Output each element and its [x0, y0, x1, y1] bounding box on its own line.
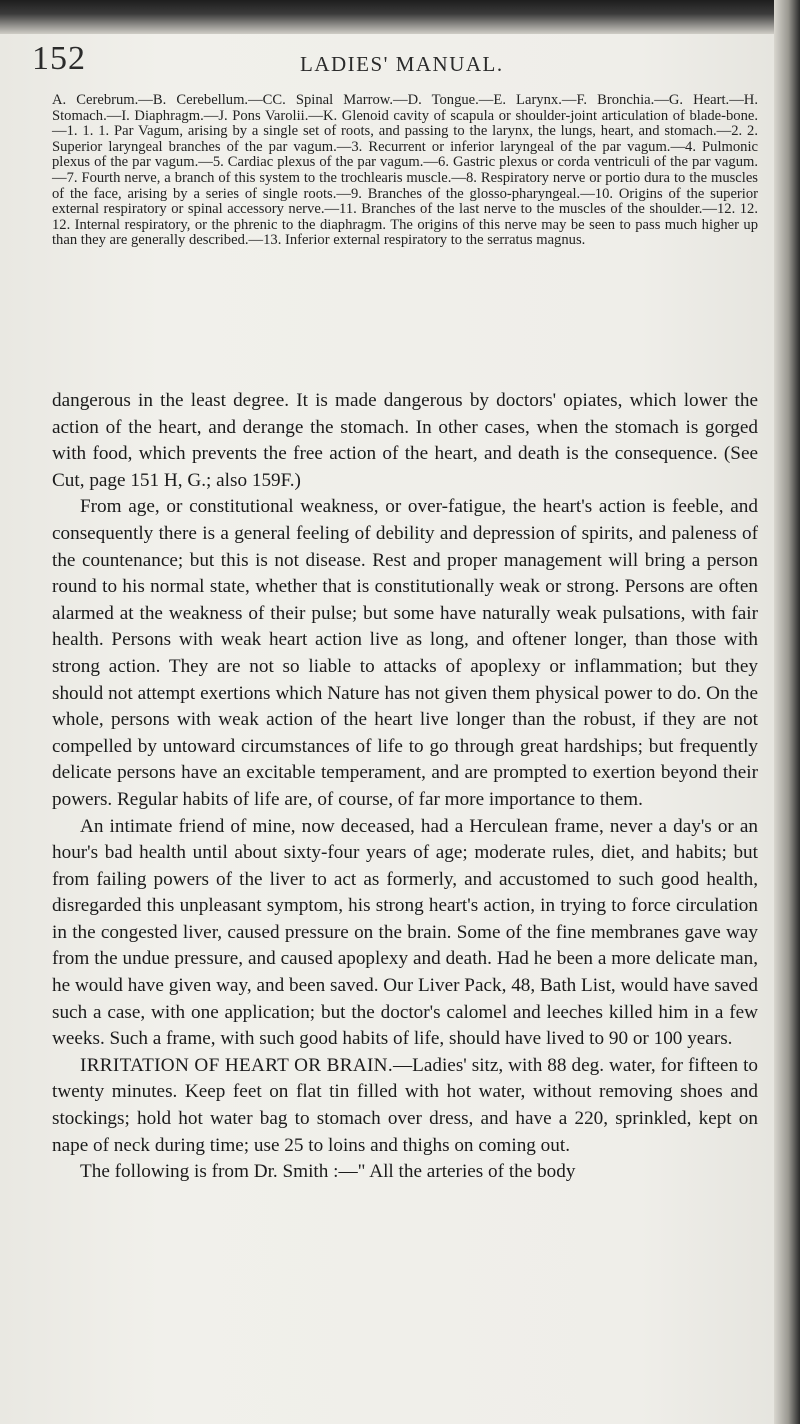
paragraph-dr-smith-quote: The following is from Dr. Smith :—" All the arteries of the body: [80, 1161, 576, 1183]
running-head: LADIES' MANUAL.: [300, 52, 504, 76]
paragraph-age-weakness: From age, or constitutional weakness, or over-fatigue, the heart's action is feeble, and consequently there is a general feeling of debility and depression of spirits, and paleness of the countenance; but this is not disease. Rest and proper management will bring a person round to his normal state, whether that is constitutionally weak or strong. Persons are often alarmed at the weakness of their pulse; but some have naturally weak pulsations, with fair health. Persons with weak heart action live as long, and oftener longer, than those with strong action. They are not so liable to attacks of apoplexy or inflammation; but they should not attempt exertions which Nature has not given them physical power to do. On the whole, persons with weak action of the heart live longer than the robust, if they are not compelled by untoward circumstances of life to go through great hardships; but frequently delicate persons have an excitable temperament, and are prompted to exertion beyond their powers. Regular habits of life are, of course, of far more importance to them.: [52, 496, 758, 810]
page-number: 152: [32, 40, 86, 77]
scan-top-edge: [0, 0, 800, 34]
scan-binding-edge: [774, 0, 800, 1424]
irritation-treatment-text: —Ladies' sitz, with 88 deg. water, for fifteen to twenty minutes. Keep feet on flat tin filled with hot water, without removing shoes and stockings; hold hot water bag to stomach over dress, and have a 220, sprinkled, kept on nape of neck during time; use 25 to loins and thighs on coming out.: [52, 1054, 758, 1156]
paragraph-friend-anecdote: An intimate friend of mine, now deceased, had a Herculean frame, never a day's or an hour's bad health until about sixty-four years of age; moderate rules, diet, and habits; but from failing powers of the liver to act as formerly, and accustomed to such good health, disregarded this unpleasant symptom, his strong heart's action, in trying to force circulation in the congested liver, caused pressure on the brain. Some of the fine membranes gave way from the undue pressure, and caused apoplexy and death. Had he been a more delicate man, he would have given way, and been saved. Our Liver Pack, 48, Bath List, would have saved such a case, with one application; but the doctor's calomel and leeches killed him in a few weeks. Such a frame, with such good habits of life, should have lived to 90 or 100 years.: [52, 815, 758, 1050]
body-text: [52, 388, 758, 1186]
page-header: [0, 40, 780, 90]
section-heading-irritation: IRRITATION OF HEART OR BRAIN.: [80, 1054, 393, 1076]
paragraph-irritation: [52, 1053, 758, 1159]
figure-legend: A. Cerebrum.—B. Cerebellum.—CC. Spinal Marrow.—D. Tongue.—E. Larynx.—F. Bronchia.—G. Heart.—H. Stomach.—I. Diaphragm.—J. Pons Varolii.—K. Glenoid cavity of scapula or shoulder-joint articulation of blade-bone.—1. 1. 1. Par Vagum, arising by a single set of roots, and passing to the larynx, the lungs, heart, and stomach.—2. 2. Superior laryngeal branches of the par vagum.—3. Recurrent or inferior laryngeal of the par vagum.—4. Pulmonic plexus of the par vagum.—5. Cardiac plexus of the par vagum.—6. Gastric plexus or corda ventriculi of the par vagum.—7. Fourth nerve, a branch of this system to the trochlearis muscle.—8. Respiratory nerve or portio dura to the muscles of the face, arising by a series of single roots.—9. Branches of the glosso-pharyngeal.—10. Origins of the superior external respiratory or spinal accessory nerve.—11. Branches of the last nerve to the muscles of the shoulder.—12. 12. 12. Internal respiratory, or the phrenic to the diaphragm. The origins of this nerve may be seen to pass much higher up than they are generally described.—13. Inferior external respiratory to the serratus magnus.: [52, 92, 758, 249]
paragraph-continuation: dangerous in the least degree. It is made dangerous by doctors' opiates, which lower the action of the heart, and derange the stomach. In other cases, when the stomach is gorged with food, which prevents the free action of the heart, and death is the consequence. (See Cut, page 151 H, G.; also 159F.): [52, 390, 758, 491]
